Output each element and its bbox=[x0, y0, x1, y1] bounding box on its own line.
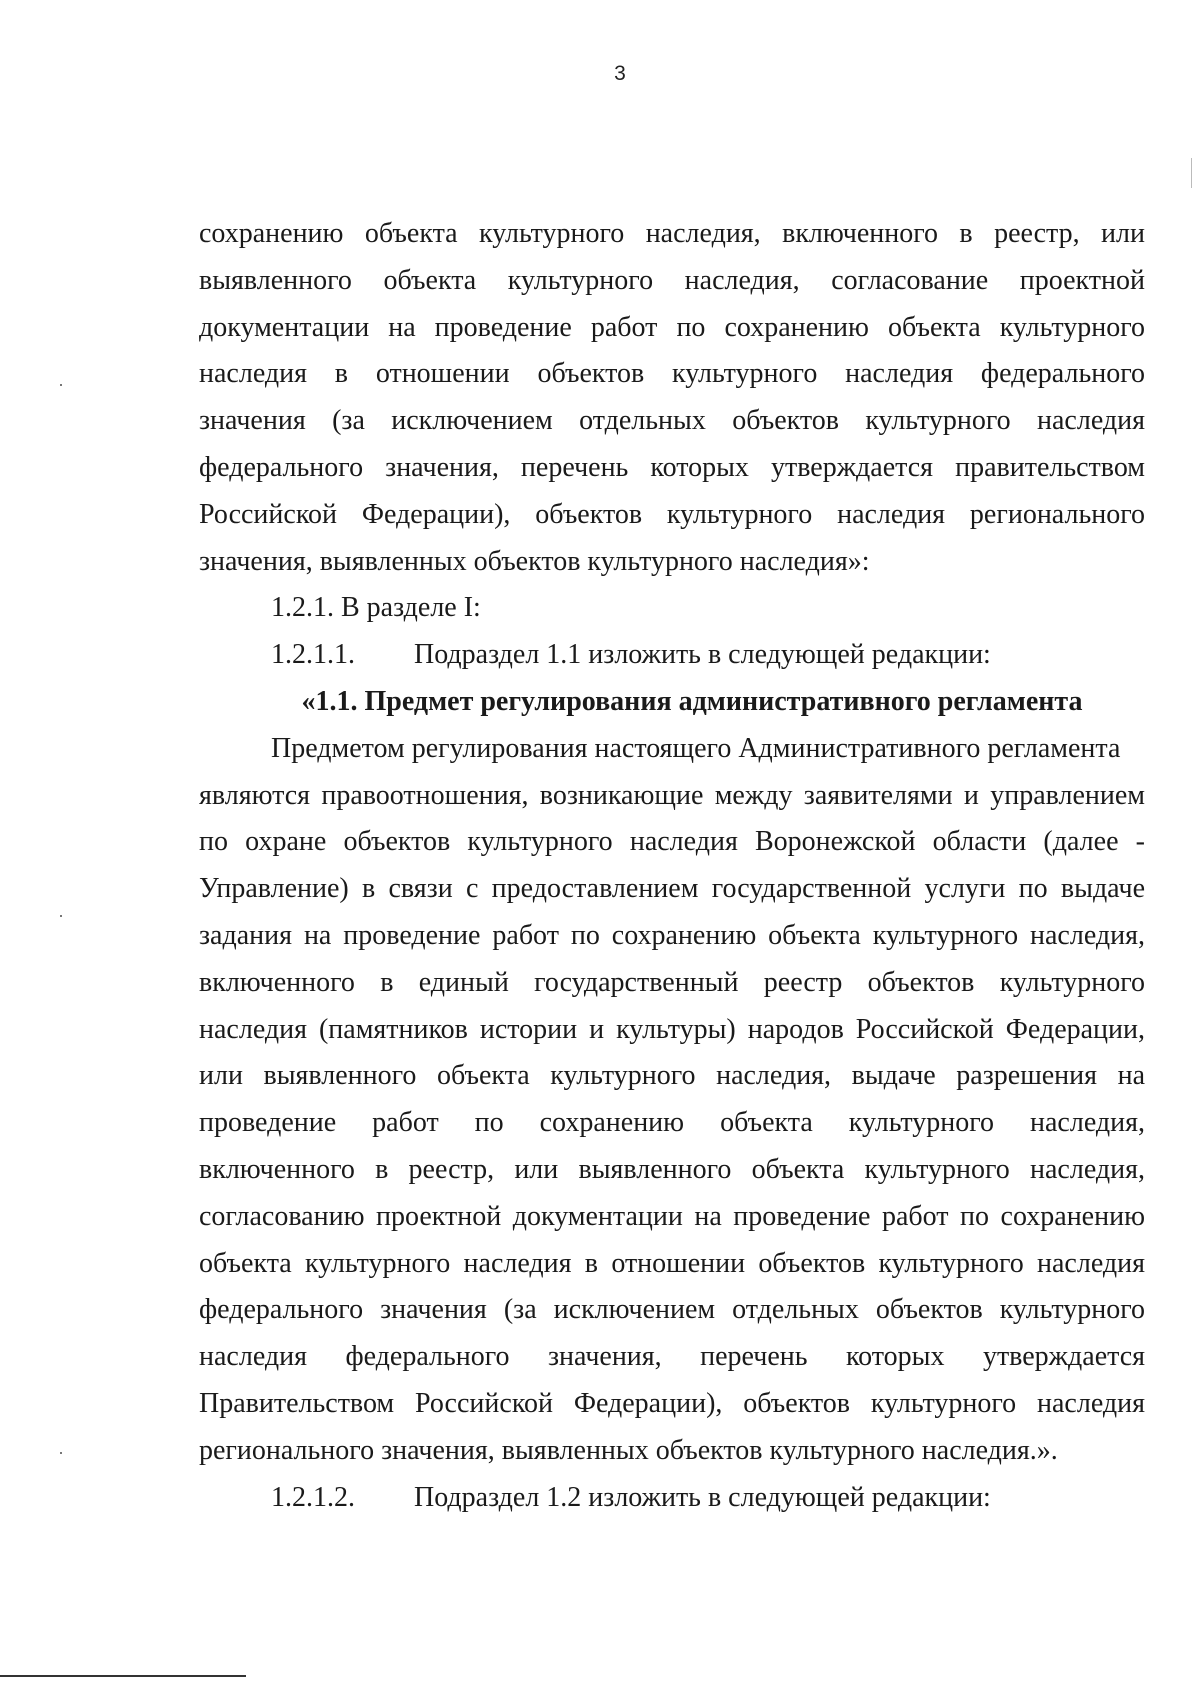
footnote-rule bbox=[0, 1675, 246, 1677]
text-line: включенного в единый государственный реестр объектов культурного bbox=[199, 966, 1145, 998]
page-number: 3 bbox=[614, 62, 626, 85]
intro-paragraph bbox=[199, 211, 1145, 1521]
text-line: федерального значения (за исключением отдельных объектов культурного bbox=[199, 1294, 1145, 1326]
text-line: по охране объектов культурного наследия Воронежской области (далее - bbox=[199, 826, 1145, 858]
text-line: включенного в реестр, или выявленного объекта культурного наследия, bbox=[199, 1153, 1145, 1185]
text-line: федерального значения, перечень которых утверждается правительством bbox=[199, 451, 1145, 483]
text-line: Российской Федерации), объектов культурного наследия регионального bbox=[199, 498, 1145, 530]
text-line: выявленного объекта культурного наследия, согласование проектной bbox=[199, 264, 1145, 296]
clause-number: 1.2.1.2. bbox=[271, 1481, 355, 1513]
text-line: являются правоотношения, возникающие между заявителями и управлением bbox=[199, 779, 1145, 811]
text-line: объекта культурного наследия в отношении объектов культурного наследия bbox=[199, 1247, 1145, 1279]
text-line: наследия федерального значения, перечень которых утверждается bbox=[199, 1341, 1145, 1373]
clause-number: 1.2.1.1. bbox=[271, 639, 355, 671]
clause-1-2-1-2 bbox=[199, 1475, 1145, 1522]
scan-speck bbox=[60, 384, 62, 386]
text-line: наследия в отношении объектов культурного наследия федерального bbox=[199, 358, 1145, 390]
text-line: значения, выявленных объектов культурного наследия»: bbox=[199, 545, 870, 577]
clause-text: Подраздел 1.2 изложить в следующей редакции: bbox=[414, 1481, 991, 1513]
text-line: или выявленного объекта культурного наследия, выдаче разрешения на bbox=[199, 1060, 1145, 1092]
text-line: согласованию проектной документации на проведение работ по сохранению bbox=[199, 1200, 1145, 1232]
section-heading: «1.1. Предмет регулирования административного регламента bbox=[301, 685, 1083, 717]
clause-1-2-1-1 bbox=[199, 632, 1145, 679]
text-line: значения (за исключением отдельных объектов культурного наследия bbox=[199, 405, 1145, 437]
main-paragraph bbox=[199, 726, 1145, 1475]
clause-1-2-1: 1.2.1. В разделе I: bbox=[271, 592, 481, 624]
scan-speck bbox=[60, 1452, 62, 1454]
text-line: документации на проведение работ по сохранению объекта культурного bbox=[199, 311, 1145, 343]
text-line: регионального значения, выявленных объектов культурного наследия.». bbox=[199, 1434, 1058, 1466]
text-line: наследия (памятников истории и культуры) народов Российской Федерации, bbox=[199, 1013, 1145, 1045]
text-line: сохранению объекта культурного наследия, включенного в реестр, или bbox=[199, 218, 1145, 249]
scan-speck bbox=[60, 915, 62, 917]
text-line: Правительством Российской Федерации), объектов культурного наследия bbox=[199, 1387, 1145, 1419]
clause-text: Подраздел 1.1 изложить в следующей редакции: bbox=[414, 639, 991, 671]
scan-edge-mark bbox=[1191, 158, 1192, 188]
text-line: проведение работ по сохранению объекта культурного наследия, bbox=[199, 1107, 1145, 1139]
text-line: Управление) в связи с предоставлением государственной услуги по выдаче bbox=[199, 873, 1145, 905]
text-line: Предметом регулирования настоящего Административного регламента bbox=[271, 732, 1121, 764]
text-line: задания на проведение работ по сохранению объекта культурного наследия, bbox=[199, 919, 1145, 951]
